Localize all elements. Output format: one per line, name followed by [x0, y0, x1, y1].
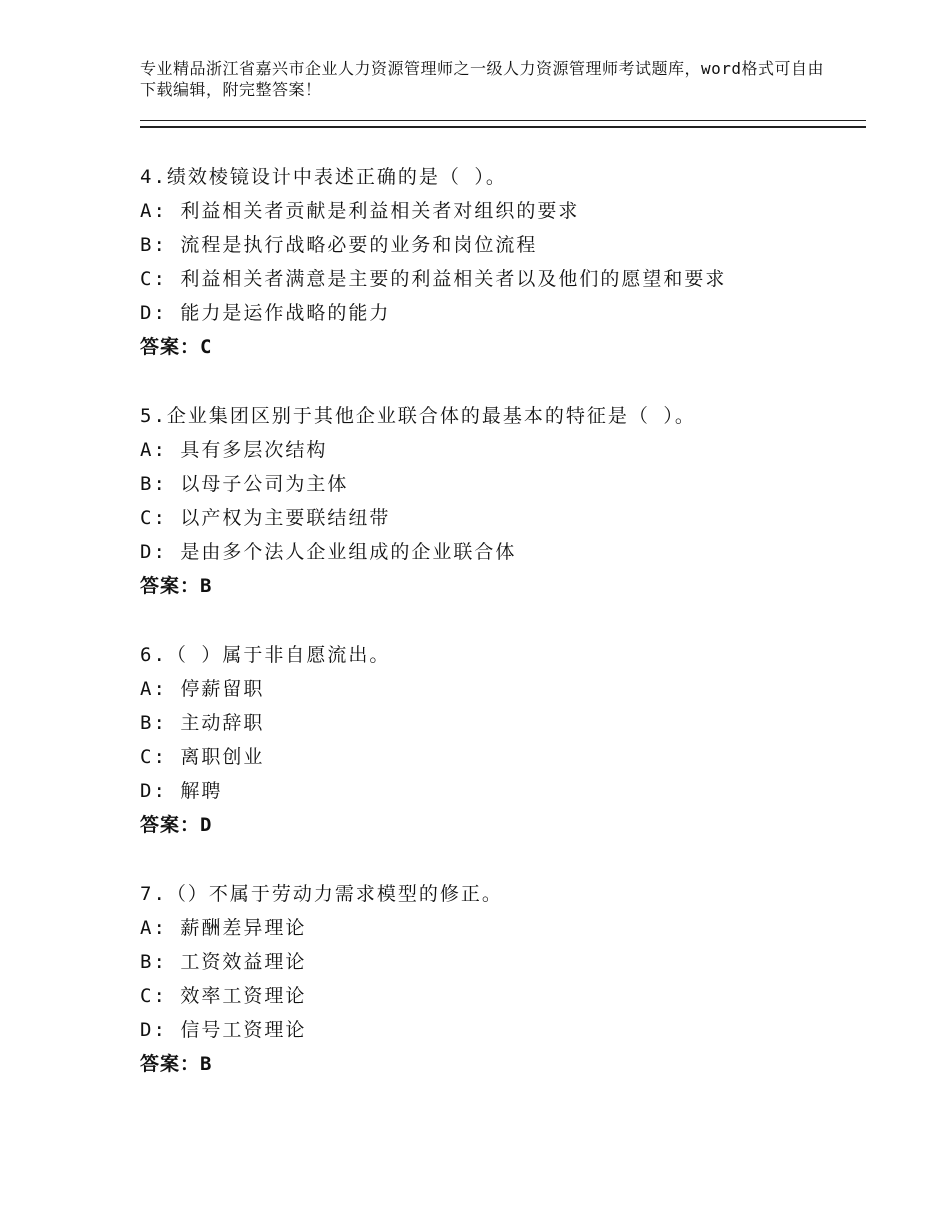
option-a: A: 具有多层次结构 — [140, 439, 328, 461]
question-5 — [140, 399, 860, 603]
option-d: D: 解聘 — [140, 780, 223, 802]
option-b: B: 流程是执行战略必要的业务和岗位流程 — [140, 234, 538, 256]
option-d: D: 信号工资理论 — [140, 1019, 307, 1041]
question-stem: 5.企业集团区别于其他企业联合体的最基本的特征是（ ）。 — [140, 405, 696, 427]
question-7 — [140, 877, 860, 1081]
question-stem: 4.绩效棱镜设计中表述正确的是（ ）。 — [140, 166, 507, 188]
option-a: A: 薪酬差异理论 — [140, 917, 307, 939]
option-a: A: 利益相关者贡献是利益相关者对组织的要求 — [140, 200, 580, 222]
question-stem: 7.（）不属于劳动力需求模型的修正。 — [140, 883, 503, 905]
question-4 — [140, 160, 860, 364]
document-header — [140, 58, 830, 100]
option-b: B: 工资效益理论 — [140, 951, 307, 973]
option-c: C: 以产权为主要联结纽带 — [140, 507, 391, 529]
option-b: B: 以母子公司为主体 — [140, 473, 349, 495]
option-a: A: 停薪留职 — [140, 678, 265, 700]
option-d: D: 能力是运作战略的能力 — [140, 302, 391, 324]
header-divider — [140, 120, 866, 128]
option-d: D: 是由多个法人企业组成的企业联合体 — [140, 541, 517, 563]
question-6 — [140, 638, 860, 842]
answer-label: 答案：D — [140, 814, 213, 836]
question-stem: 6.（ ）属于非自愿流出。 — [140, 644, 391, 666]
document-title: 专业精品浙江省嘉兴市企业人力资源管理师之一级人力资源管理师考试题库，word格式可自由下载编辑，附完整答案！ — [140, 59, 825, 99]
answer-label: 答案：C — [140, 336, 213, 358]
answer-label: 答案：B — [140, 575, 213, 597]
answer-label: 答案：B — [140, 1053, 213, 1075]
option-c: C: 效率工资理论 — [140, 985, 307, 1007]
option-b: B: 主动辞职 — [140, 712, 265, 734]
option-c: C: 离职创业 — [140, 746, 265, 768]
option-c: C: 利益相关者满意是主要的利益相关者以及他们的愿望和要求 — [140, 268, 727, 290]
